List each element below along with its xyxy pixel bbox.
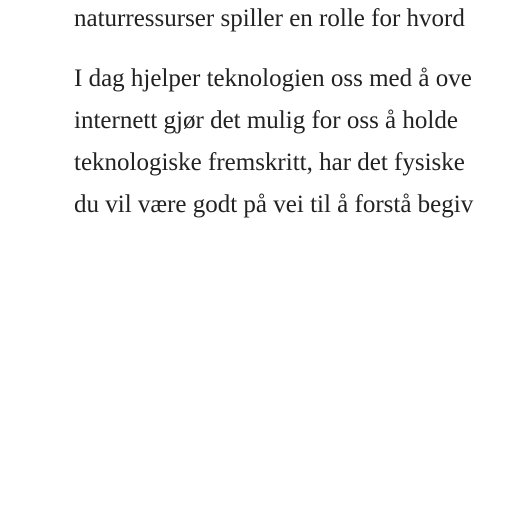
paragraph-2-line-3: teknologiske fremskritt, har det fysiske [74, 149, 465, 176]
paragraph-gap [74, 40, 512, 58]
body-text [74, 0, 512, 226]
paragraph-2-line-2: internett gjør det mulig for oss å holde [74, 107, 458, 134]
paragraph-2 [74, 58, 512, 226]
paragraph-1-line-1: naturressurser spiller en rolle for hvord [74, 5, 465, 32]
paragraph-2-line-4: du vil være godt på vei til å forstå begiv [74, 191, 474, 218]
paragraph-1 [74, 0, 512, 40]
paragraph-2-line-1: I dag hjelper teknologien oss med å ove [74, 65, 472, 92]
